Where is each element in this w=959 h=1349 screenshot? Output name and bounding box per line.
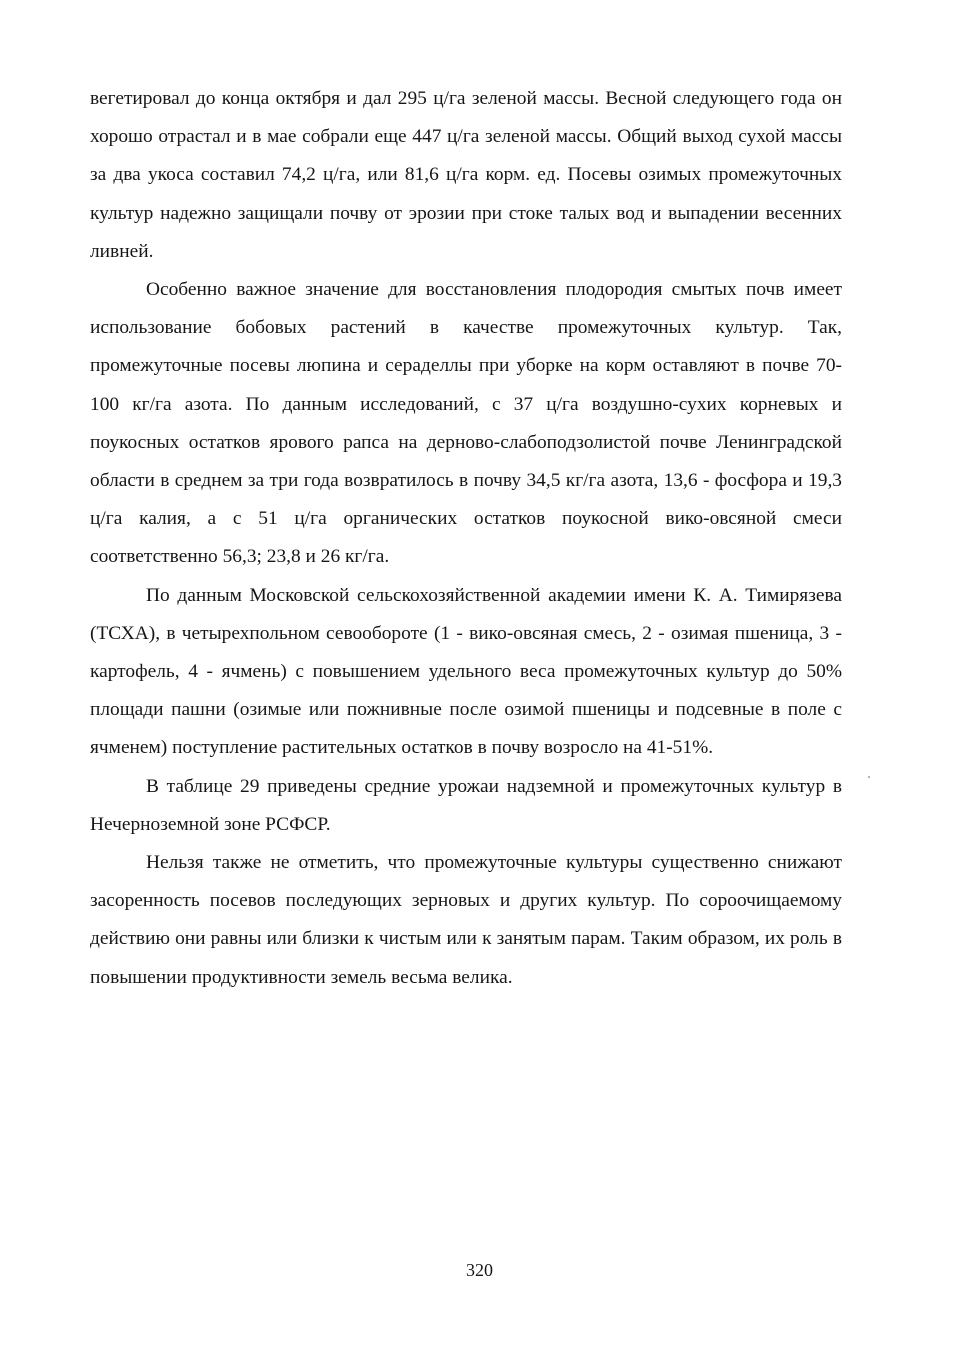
body-text bbox=[90, 80, 842, 997]
paragraph-weed-control: Нельзя также не отметить, что промежуточные культуры существенно снижают засоренность посевов последующих зерновых и других культур. По сороочищаемому действию они равны или близки к чистым или к занятым парам. Таким образом, их роль в повышении продуктивности земель весьма велика. bbox=[90, 852, 842, 988]
paragraph-tskha: По данным Московской сельскохозяйственной академии имени К. А. Тимирязева (ТСХА), в четырехпольном севообороте (1 - вико-овсяная смесь, 2 - озимая пшеница, 3 - картофель, 4 - ячмень) с повышением удельного веса промежуточных культур до 50% площади пашни (озимые или пожнивные после озимой пшеницы и подсевные в поле с ячменем) поступление растительных остатков в почву возросло на 41-51%. bbox=[90, 584, 842, 759]
paragraph-table-reference: В таблице 29 приведены средние урожаи надземной и промежуточных культур в Нечерноземной зоне РСФСР. bbox=[90, 775, 842, 835]
scan-speck bbox=[868, 776, 870, 778]
page-number: 320 bbox=[466, 1260, 493, 1280]
paragraph-continuation: вегетировал до конца октября и дал 295 ц/га зеленой массы. Весной следующего года он хорошо отрастал и в мае собрали еще 447 ц/га зеленой массы. Общий выход сухой массы за два укоса составил 74,2 ц/га, или 81,6 ц/га корм. ед. Посевы озимых промежуточных культур надежно защищали почву от эрозии при стоке талых вод и выпадении весенних ливней. bbox=[90, 88, 842, 262]
paragraph-legumes: Особенно важное значение для восстановления плодородия смытых почв имеет использование бобовых растений в качестве промежуточных культур. Так, промежуточные посевы люпина и сераделлы при уборке на корм оставляют в почве 70-100 кг/га азота. По данным исследований, с 37 ц/га воздушно-сухих корневых и поукосных остатков ярового рапса на дерново-слабоподзолистой почве Ленинградской области в среднем за три года возвратилось в почву 34,5 кг/га азота, 13,6 - фосфора и 19,3 ц/га калия, а с 51 ц/га органических остатков поукосной вико-овсяной смеси соответственно 56,3; 23,8 и 26 кг/га. bbox=[90, 279, 842, 568]
